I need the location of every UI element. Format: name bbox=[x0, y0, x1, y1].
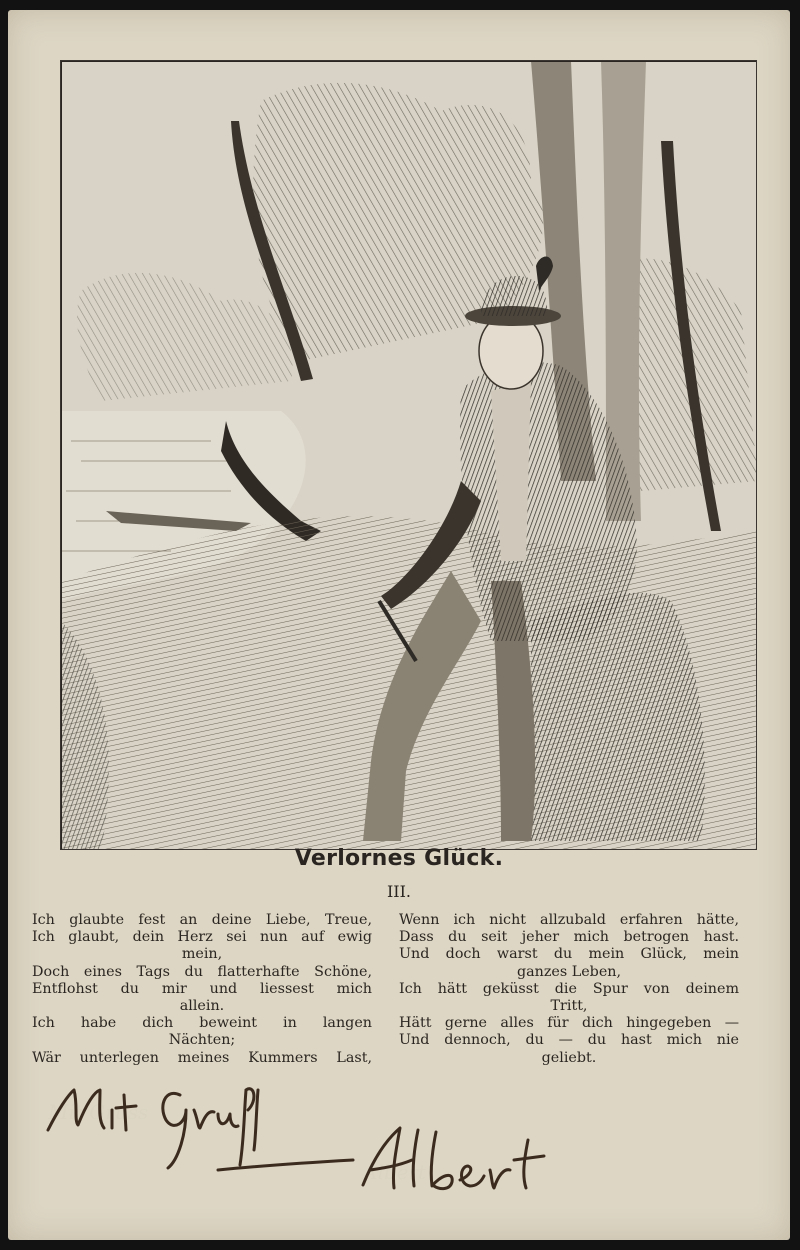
poem-title-text: Verlornes Glück bbox=[294, 846, 495, 871]
poem-line: Wenn ich nicht allzubald erfahren hätte, bbox=[399, 912, 739, 928]
poem-line: Ich glaubt, dein Herz sei nun auf ewig bbox=[32, 929, 372, 946]
postcard bbox=[8, 10, 790, 1240]
poem-line: mein, bbox=[181, 946, 223, 963]
greeting-text bbox=[48, 1100, 148, 1124]
poem-line: Hätt gerne alles für dich hingegeben — bbox=[399, 1015, 739, 1032]
poem-line: Ich habe dich beweint in langen bbox=[32, 1015, 372, 1032]
poem-line: Und dennoch, du — du hast mich nie bbox=[399, 1032, 739, 1049]
poem-line: Tritt, bbox=[550, 998, 588, 1015]
poem-line: Und doch warst du mein Glück, mein bbox=[399, 946, 739, 963]
poem-line: geliebt. bbox=[541, 1049, 597, 1066]
poem-line: Entflohst du mir und liessest mich bbox=[32, 980, 372, 997]
poem-title-punct: . bbox=[494, 846, 504, 871]
poem-line: Ich hätt geküsst die Spur von deinem bbox=[399, 980, 739, 997]
poem-line: ganzes Leben, bbox=[516, 963, 622, 980]
poem-line: Ich glaubte fest an deine Liebe, Treue, bbox=[32, 912, 372, 928]
handwritten-greeting-signature bbox=[8, 10, 790, 1240]
signature-text bbox=[363, 1160, 426, 1184]
poem-line: Wär unterlegen meines Kummers Last, bbox=[32, 1049, 372, 1066]
poem-line: Doch eines Tags du flatterhafte Schöne, bbox=[32, 963, 372, 980]
poem-line: Nächten; bbox=[168, 1032, 236, 1049]
poem-line: Dass du seit jeher mich betrogen hast. bbox=[399, 929, 739, 946]
stanza-number: III. bbox=[386, 882, 412, 901]
poem-line: allein. bbox=[179, 998, 225, 1015]
